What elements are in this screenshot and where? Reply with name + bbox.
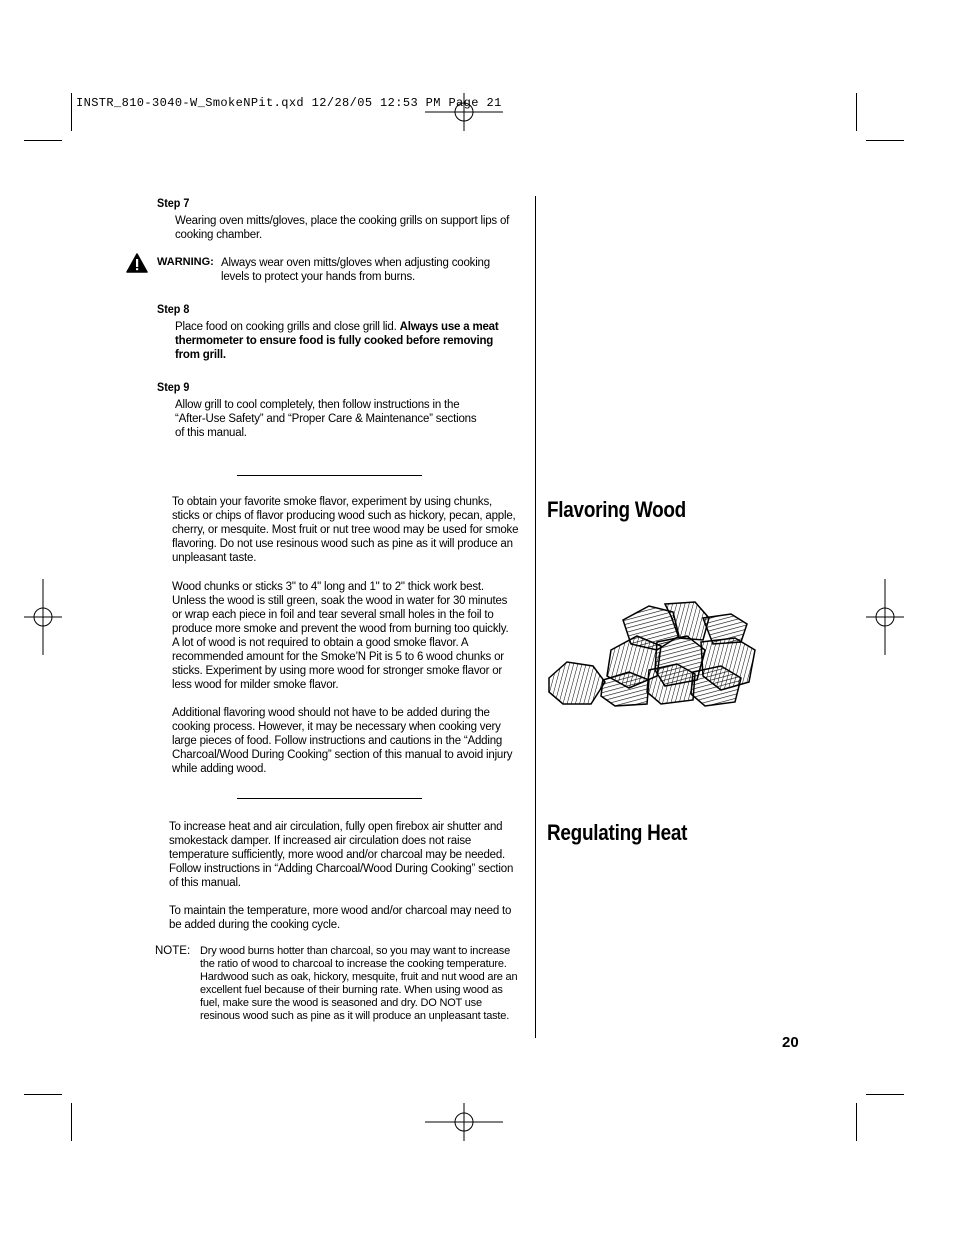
step-8-text [175,320,515,362]
crop-mark-top-left-h [24,140,62,141]
step-8-text-plain: Place food on cooking grills and close grill lid. [175,321,400,333]
registration-mark-right [866,579,904,655]
file-info-header: INSTR_810-3040-W_SmokeNPit.qxd 12/28/05 12:53 PM Page 21 [76,96,502,110]
flavoring-wood-heading: Flavoring Wood [547,497,686,522]
crop-mark-bottom-right-h [866,1094,904,1095]
warning-triangle-icon [126,253,148,273]
crop-mark-top-left-v [71,93,72,131]
note-label: NOTE: [155,945,191,957]
flavoring-wood-para-2: Wood chunks or sticks 3" to 4" long and 1" to 2" thick work best. Unless the wood is still green, soak the wood in water for 30 minutes or wrap each piece in foil and tear several small holes in the foil to produce more smoke and prevent the wood from burning too quickly. A lot of wood is not required to obtain a good smoke flavor. A recommended amount for the Smoke’N Pit is 5 to 6 wood chunks or sticks. Experiment by using more wood for stronger smoke flavor or less wood for milder smoke flavor. [172,581,509,691]
page-number: 20 [782,1034,799,1051]
crop-mark-top-right-v [856,93,857,131]
step-8-title: Step 8 [157,302,190,316]
step-9-title: Step 9 [157,380,190,394]
crop-mark-bottom-left-v [71,1103,72,1141]
step-7-text: Wearing oven mitts/gloves, place the cooking grills on support lips of cooking chamber. [175,215,510,241]
crop-mark-top-right-h [866,140,904,141]
regulating-heat-rule [237,798,422,799]
step-9-text: Allow grill to cool completely, then follow instructions in the “After-Use Safety” and “Proper Care & Maintenance” sections of this manual. [175,399,477,439]
warning-label: WARNING: [157,256,214,268]
registration-mark-bottom [425,1103,503,1141]
warning-text: Always wear oven mitts/gloves when adjusting cooking levels to protect your hands from burns. [221,257,490,283]
regulating-heat-heading: Regulating Heat [547,820,688,845]
flavoring-wood-rule [237,475,422,476]
wood-chunks-illustration [545,600,760,710]
flavoring-wood-para-3: Additional flavoring wood should not have to be added during the cooking process. However, it may be necessary when cooking very large pieces of food. Follow instructions and cautions in the “Adding Charcoal/Wood During Cooking” section of this manual to avoid injury while adding wood. [172,707,513,775]
step-7-title: Step 7 [157,196,190,210]
regulating-heat-para-1: To increase heat and air circulation, fully open firebox air shutter and smokestack damper. If increased air circulation does not raise temperature sufficiently, more wood and/or charcoal may be needed. Follow instructions in “Adding Charcoal/Wood During Cooking” section of this manual. [169,821,514,889]
step-8-text-bold: Always use a meat thermometer to ensure food is fully cooked before removing from grill. [175,321,499,361]
regulating-heat-para-2: To maintain the temperature, more wood and/or charcoal may need to be added during the cooking cycle. [169,905,512,931]
crop-mark-bottom-right-v [856,1103,857,1141]
registration-mark-left [24,579,62,655]
flavoring-wood-para-1: To obtain your favorite smoke flavor, experiment by using chunks, sticks or chips of flavor producing wood such as hickory, pecan, apple, cherry, or mesquite. Most fruit or nut tree wood may be used for smoke flavoring. Do not use resinous wood such as pine as it will produce an unpleasant taste. [172,496,519,564]
column-divider [535,196,536,1038]
note-text: Dry wood burns hotter than charcoal, so you may want to increase the ratio of wood to charcoal to increase the cooking temperature. Hardwood such as oak, hickory, mesquite, fruit and nut wood are an excellent fuel because of their burning rate. When using wood as fuel, make sure the wood is seasoned and dry. DO NOT use resinous wood such as pine as it will produce an unpleasant taste. [200,945,518,1022]
crop-mark-bottom-left-h [24,1094,62,1095]
